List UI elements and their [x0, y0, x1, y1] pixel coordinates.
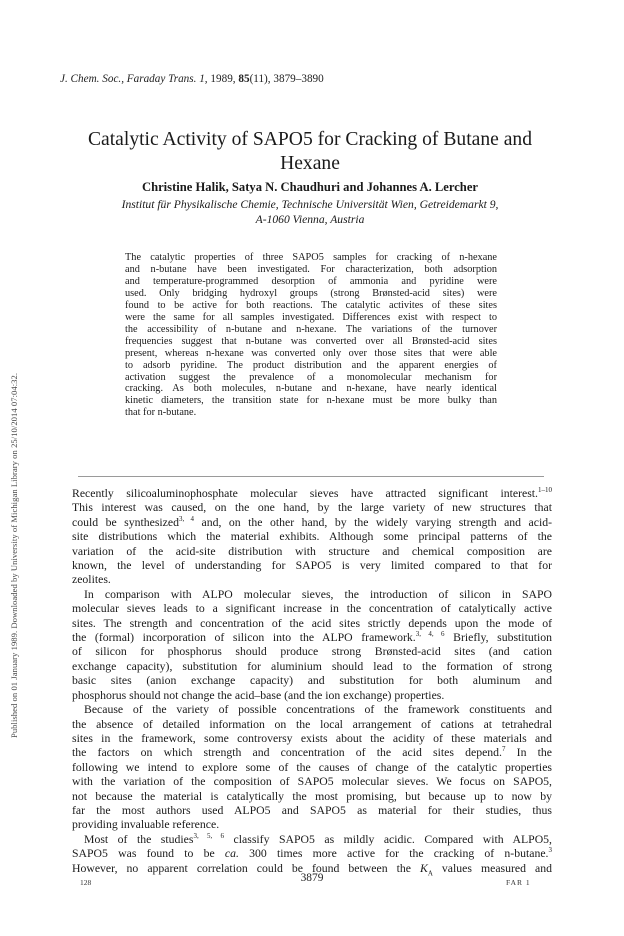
- title-line-2: Hexane: [280, 153, 340, 174]
- text-run: A: [427, 868, 433, 877]
- abstract-line: frequencies suggest that n-butane was converted over all Brønsted-acid sites: [125, 335, 497, 347]
- footer-signature: FAR 1: [506, 878, 531, 887]
- download-notice: Published on 01 January 1989. Downloaded by University of Michigan Library on 25/10/2014 07:04:32.: [9, 372, 19, 738]
- body-line: [72, 833, 552, 847]
- body-line: [72, 516, 552, 530]
- abstract-line: found to be active for both reactions. The catalytic activites of these sites: [125, 299, 497, 311]
- text-run: ca.: [224, 847, 239, 861]
- text-run: the (formal) incorporation of silicon into the ALPO framework.: [72, 631, 416, 645]
- text-run: the factors on which strength and concentration of the acid sites depend.: [72, 746, 502, 760]
- text-run: Briefly, substitution: [444, 631, 552, 645]
- abstract-line: activation suggest the prevalence of a monomolecular mechanism for: [125, 371, 497, 383]
- body-line: far the most authors used ALPO5 and SAPO5 as material for their studies, thus: [72, 803, 552, 817]
- body-line: exchange capacity), substitution for aluminium should lead to the formation of strong: [72, 659, 552, 673]
- body-line: site distributions which the material exhibits. Although some principal patterns of the: [72, 530, 552, 544]
- text-run: However, no apparent correlation could be found between the: [72, 861, 420, 875]
- body-line: the absence of detailed information on the local arrangement of cations at tetrahedral: [72, 717, 552, 731]
- affiliation: [60, 197, 560, 227]
- author-list: Christine Halik, Satya N. Chaudhuri and Johannes A. Lercher: [141, 180, 478, 194]
- affiliation-line-1: Institut für Physikalische Chemie, Technische Universität Wien, Getreidemarkt 9,: [121, 198, 499, 211]
- abstract-line: The catalytic properties of three SAPO5 samples for cracking of n-hexane: [125, 252, 497, 263]
- abstract-line: used. Only bridging hydroxyl groups (strong Brønsted-acid sites) were: [125, 287, 497, 299]
- journal-citation: [60, 73, 324, 85]
- journal-volume: 85: [238, 73, 250, 85]
- body-line: providing invaluable reference.: [72, 818, 220, 832]
- body-line: basic sites (anion exchange capacity) and substitution for both aluminum and: [72, 674, 552, 688]
- citation-ref: 3, 4, 6: [415, 630, 445, 639]
- body-line: sites. The strength and concentration of the acid sites strictly depends upon the mode of: [72, 616, 552, 630]
- abstract-line: and temperature-programmed desorption of ammonia and pyridine were: [125, 275, 497, 287]
- abstract-line: that for n-butane.: [125, 407, 197, 419]
- text-run: classify SAPO5 as mildly acidic. Compared with ALPO5,: [224, 832, 552, 846]
- citation-ref: 3: [548, 846, 552, 855]
- abstract-divider: [78, 476, 544, 477]
- text-run: 300 times more active for the cracking of n-butane.: [238, 847, 549, 861]
- abstract: [125, 252, 497, 419]
- citation-ref: 3, 5, 6: [193, 831, 225, 840]
- body-line: known, the level of understanding for SAPO5 is very limited compared to that for: [72, 559, 552, 573]
- body-line: following we intend to explore some of the causes of change of the catalytic properties: [72, 760, 552, 774]
- body-line: In comparison with ALPO molecular sieves, the introduction of silicon in SAPO: [84, 587, 552, 601]
- abstract-line: present, whereas n-hexane was converted only over those sites that were able: [125, 347, 497, 359]
- journal-issue: (11),: [249, 73, 271, 85]
- journal-year: 1989,: [210, 73, 236, 85]
- body-line: with the variation of the composition of SAPO5 molecular sieves. We focus on SAPO5,: [72, 775, 552, 789]
- body-line: [72, 746, 552, 760]
- text-run: SAPO5 was found to be: [72, 847, 225, 861]
- body-line: [72, 631, 552, 645]
- journal-pages: 3879–3890: [273, 73, 324, 85]
- affiliation-line-2: A-1060 Vienna, Austria: [255, 213, 365, 226]
- body-line: [72, 487, 552, 501]
- text-run: values measured and: [432, 861, 552, 875]
- abstract-line: the accessibility of n-butane and n-hexane. The variations of the turnover: [125, 323, 497, 335]
- body-text: [72, 487, 552, 880]
- body-line: not because the material is catalytically the most promising, but because up to now by: [72, 789, 552, 803]
- body-line: This interest was caused, on the one hand, by the large variety of new structures that: [72, 501, 552, 515]
- body-line: sites in the framework, some controversy exists about the acidity of these materials and: [72, 731, 552, 745]
- text-run: and, on the other hand, by the widely varying strength and acid-: [194, 515, 553, 529]
- paper-title: [60, 128, 560, 176]
- citation-ref: 3, 4: [178, 514, 195, 523]
- citation-ref: 7: [501, 745, 506, 754]
- text-run: In the: [505, 746, 552, 760]
- body-line: of silicon for phosphorus should produce strong Brønsted-acid sites (and cation: [72, 645, 552, 659]
- body-line: molecular sieves leads to a significant increase in the concentration of catalytically active: [72, 602, 552, 616]
- abstract-line: were the same for all samples investigated. Differences exist with respect to: [125, 311, 497, 323]
- journal-name: J. Chem. Soc., Faraday Trans. 1,: [60, 73, 208, 85]
- body-line: [72, 847, 552, 861]
- body-line: variation of the acid-site distribution with structure and chemical composition are: [72, 544, 552, 558]
- title-line-1: Catalytic Activity of SAPO5 for Cracking of Butane and: [87, 129, 533, 150]
- body-line: Because of the variety of possible concentrations of the framework constituents and: [84, 703, 552, 717]
- text-run: could be synthesized: [72, 515, 179, 529]
- body-line: phosphorus should not change the acid–base (and the ion exchange) properties.: [72, 688, 445, 702]
- citation-ref: 1–10: [538, 486, 552, 494]
- text-run: Recently silicoaluminophosphate molecular sieves have attracted significant interest.: [72, 487, 538, 500]
- footer-code: 128: [80, 878, 92, 887]
- body-line: zeolites.: [72, 573, 111, 587]
- abstract-line: cracking. As both molecules, n-butane and n-hexane, have nearly identical: [125, 383, 497, 395]
- abstract-line: to adsorb pyridine. The product distribution and the apparent energies of: [125, 359, 497, 371]
- page-number: 3879: [300, 872, 324, 884]
- abstract-line: and n-butane have been investigated. For characterization, both adsorption: [125, 263, 497, 275]
- text-run: Most of the studies: [84, 832, 194, 846]
- text-run: K: [420, 861, 428, 875]
- abstract-line: kinetic diameters, the transition state for n-hexane must be more bulky than: [125, 395, 497, 407]
